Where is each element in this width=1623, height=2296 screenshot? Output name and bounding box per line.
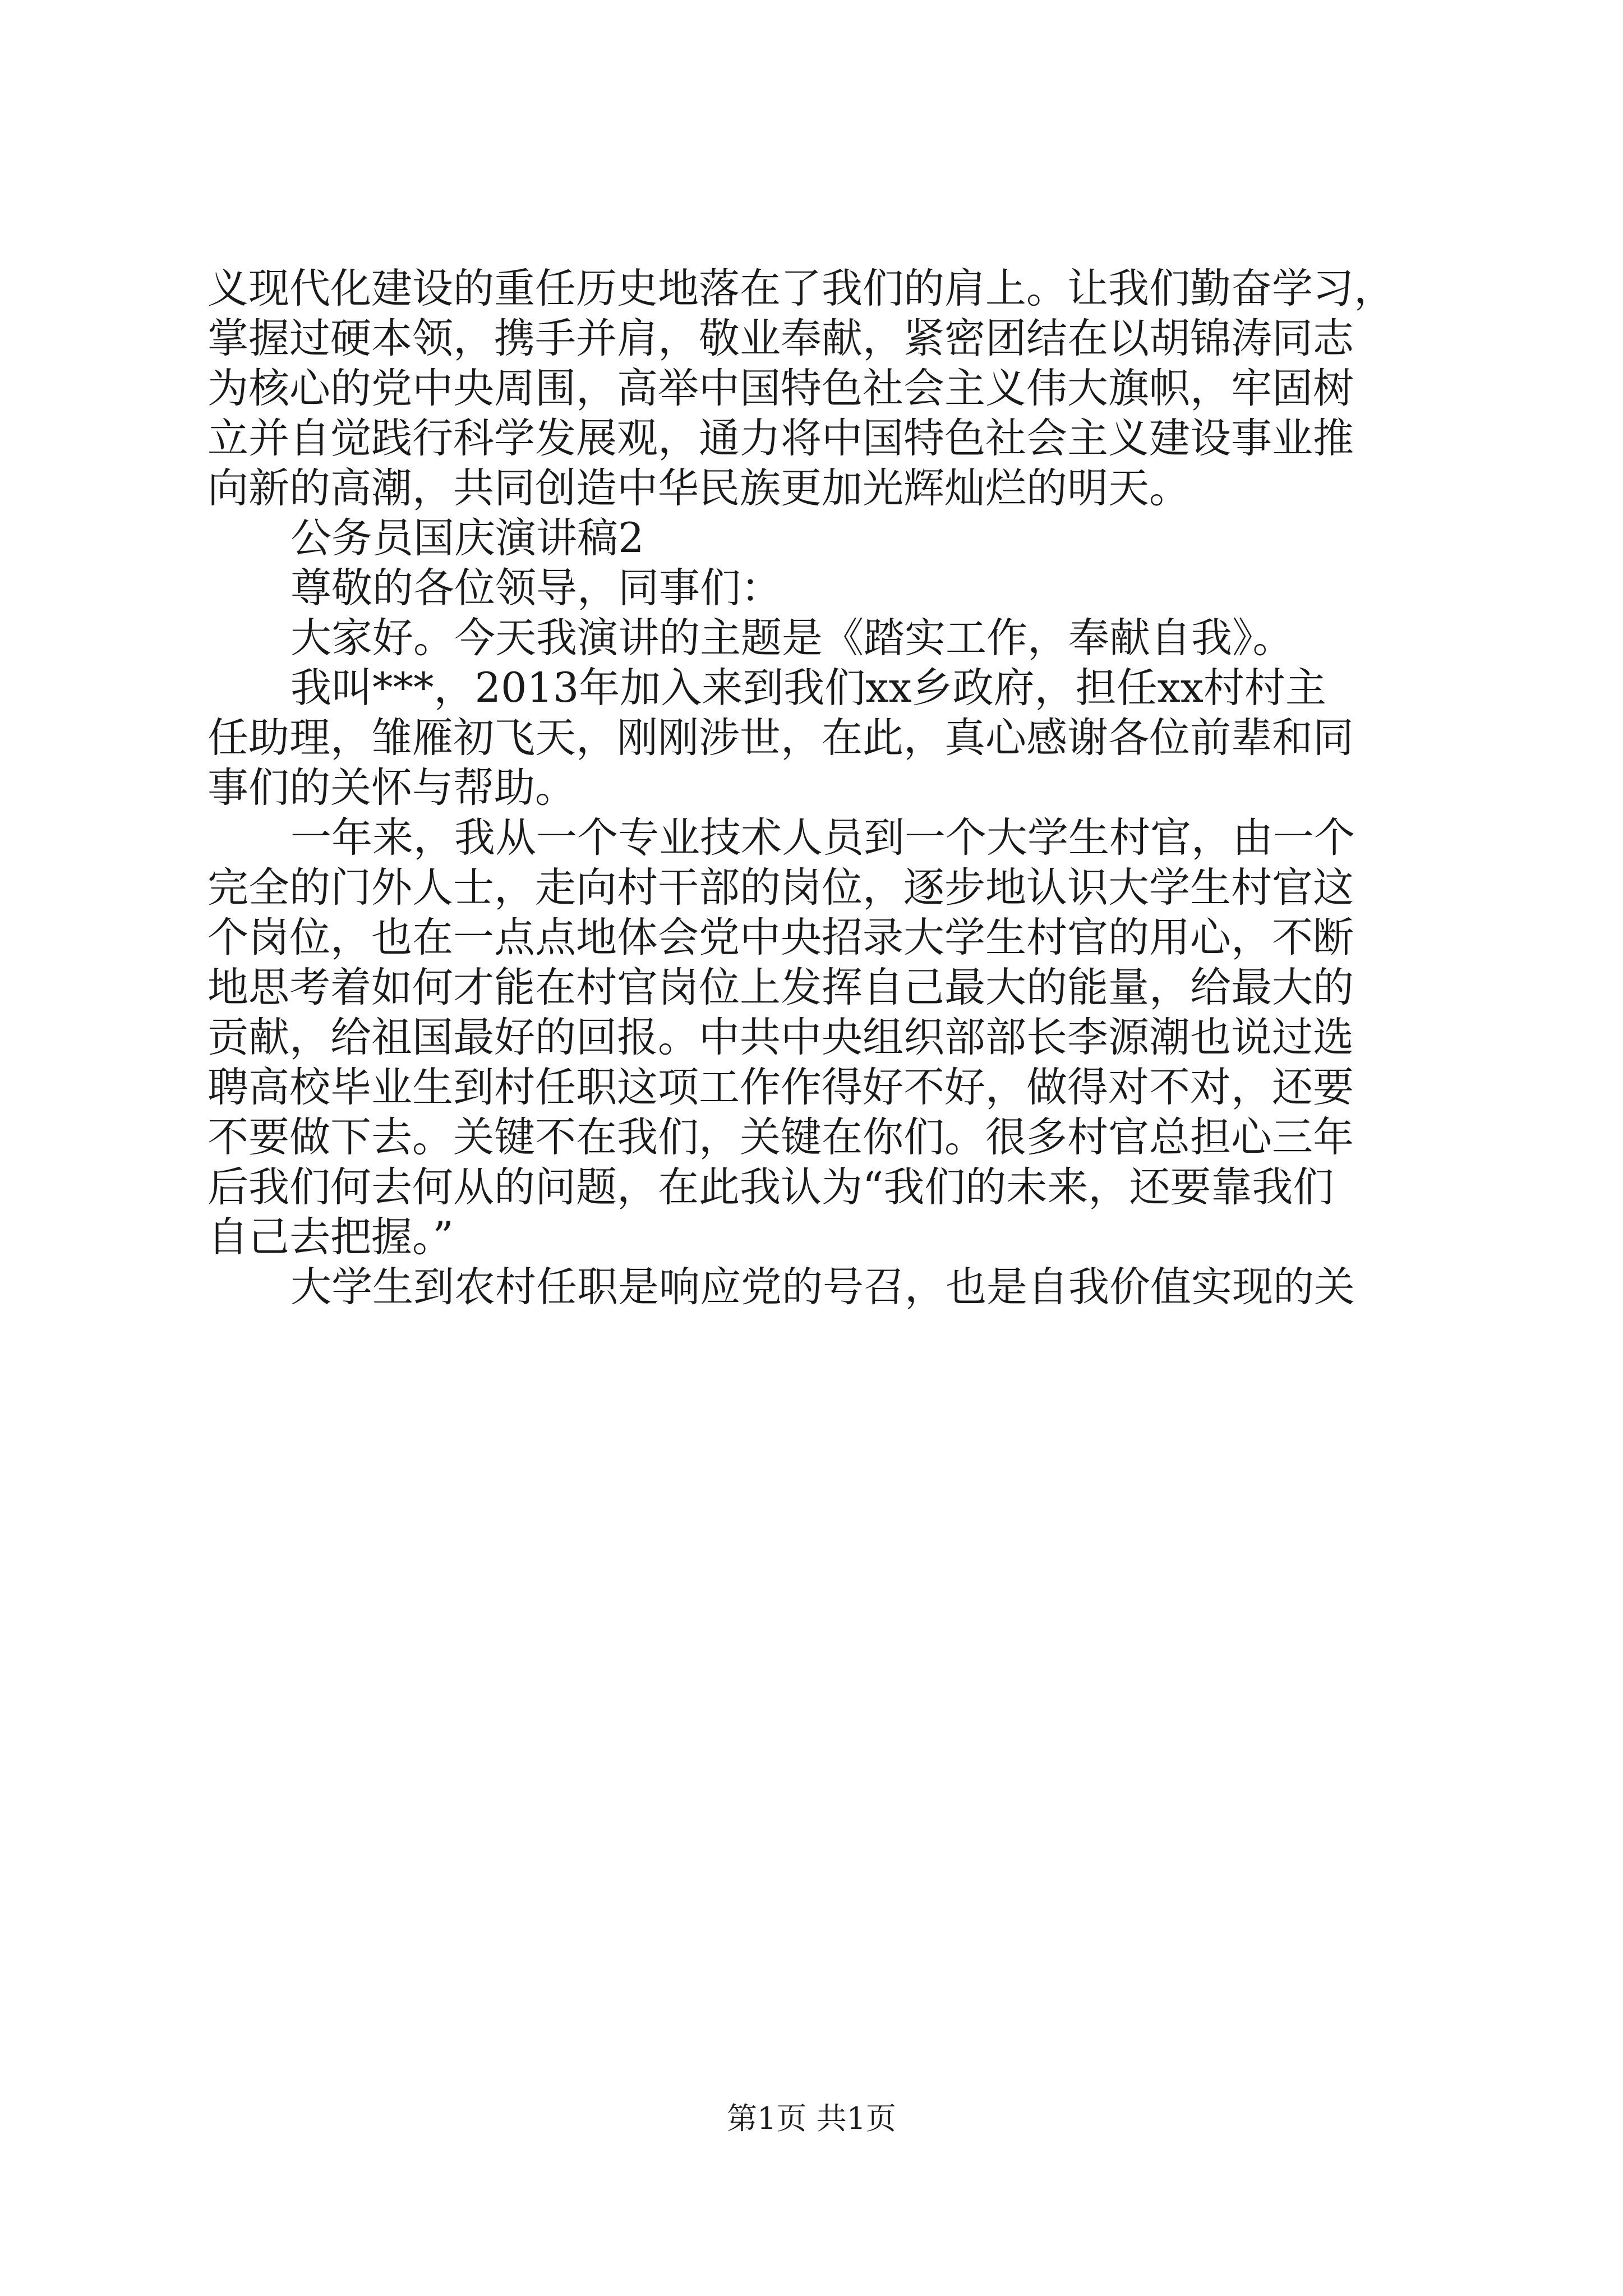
text-line: 大学生到农村任职是响应党的号召，也是自我价值实现的关 [291, 1263, 1355, 1311]
text-line: 事们的关怀与帮助。 [208, 764, 576, 812]
text-line: 地思考着如何才能在村官岗位上发挥自己最大的能量，给最大的 [208, 964, 1354, 1011]
text-line: 一年来，我从一个专业技术人员到一个大学生村官，由一个 [291, 814, 1355, 862]
text-line: 完全的门外人士，走向村干部的岗位，逐步地认识大学生村官这 [208, 864, 1354, 912]
page-footer [0, 2101, 1623, 2137]
text-line: 向新的高潮，共同创造中华民族更加光辉灿烂的明天。 [208, 464, 1190, 512]
text-line: 贡献，给祖国最好的回报。中共中央组织部部长李源潮也说过选 [208, 1014, 1354, 1061]
text-line: 掌握过硬本领，携手并肩，敬业奉献，紧密团结在以胡锦涛同志 [208, 315, 1354, 362]
text-line: 大家好。今天我演讲的主题是《踏实工作，奉献自我》。 [291, 614, 1294, 662]
section-heading: 公务员国庆演讲稿2 [291, 514, 644, 562]
text-line: 个岗位，也在一点点地体会党中央招录大学生村官的用心，不断 [208, 914, 1354, 961]
text-line: 我叫***，2013年加入来到我们xx乡政府，担任xx村村主 [291, 664, 1326, 712]
text-line: 为核心的党中央周围，高举中国特色社会主义伟大旗帜，牢固树 [208, 365, 1354, 412]
text-line: 聘高校毕业生到村任职这项工作作得好不好，做得对不对，还要 [208, 1064, 1354, 1111]
text-line: 后我们何去何从的问题，在此我认为“我们的未来，还要靠我们 [208, 1163, 1334, 1211]
text-line: 任助理，雏雁初飞天，刚刚涉世，在此，真心感谢各位前辈和同 [208, 714, 1354, 762]
text-line: 不要做下去。关键不在我们，关键在你们。很多村官总担心三年 [208, 1114, 1354, 1161]
text-line: 义现代化建设的重任历史地落在了我们的肩上。让我们勤奋学习， [208, 265, 1395, 312]
salutation: 尊敬的各位领导，同事们： [291, 564, 782, 612]
text-line: 立并自觉践行科学发展观，通力将中国特色社会主义建设事业推 [208, 415, 1354, 462]
page-number: 第1页 共1页 [727, 2101, 896, 2136]
text-line: 自己去把握。” [208, 1213, 454, 1261]
document-body [208, 264, 1441, 1312]
